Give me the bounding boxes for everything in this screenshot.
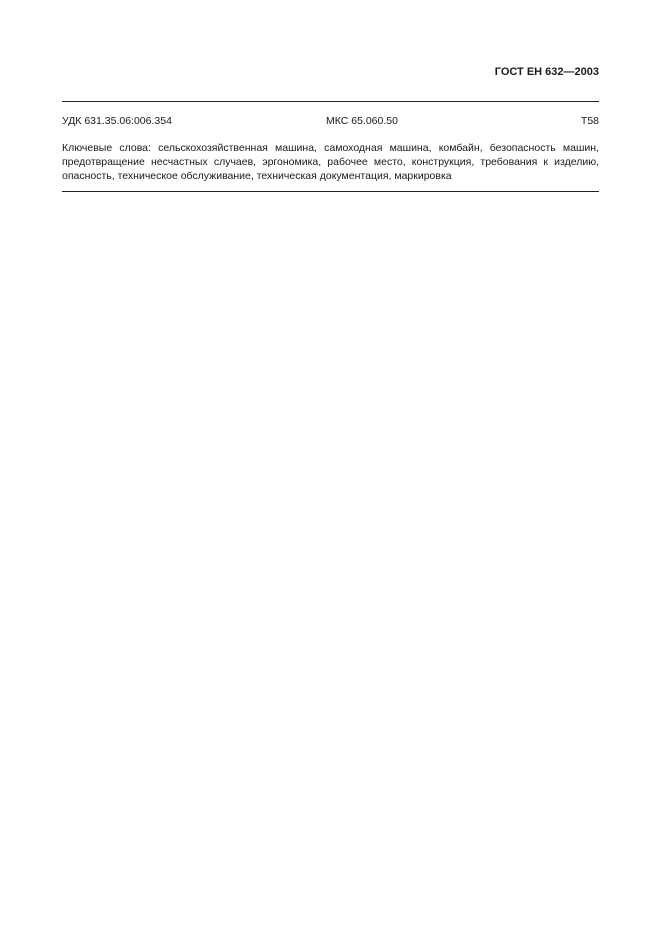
bottom-divider — [62, 191, 599, 192]
group-code: Т58 — [580, 115, 599, 127]
standard-designation: ГОСТ ЕН 632—2003 — [494, 66, 599, 78]
mks-code: МКС 65.060.50 — [326, 115, 398, 127]
classification-line — [62, 115, 599, 129]
keywords-paragraph: Ключевые слова: сельскохозяйственная машина, самоходная машина, комбайн, безопасность машин, предотвращение несчастных случаев, эргономика, рабочее место, конструкция, требования к изделию, опасность, техническое обслуживание, техническая документация, маркировка — [62, 142, 599, 182]
top-divider — [62, 101, 599, 102]
udk-code: УДК 631.35.06:006.354 — [62, 115, 172, 127]
